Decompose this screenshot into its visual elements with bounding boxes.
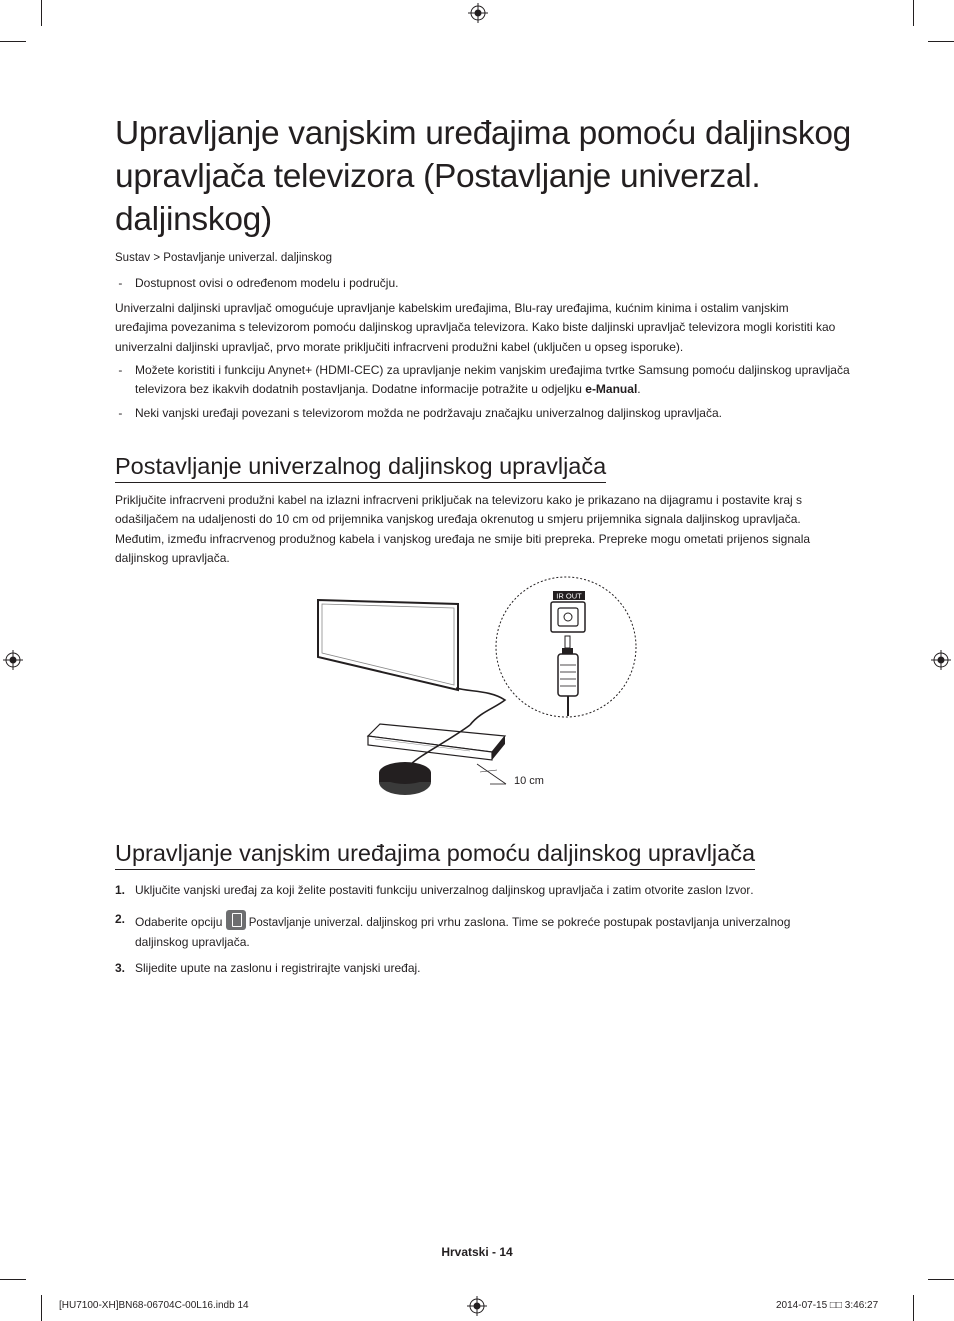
step-number: 1.: [115, 883, 126, 897]
universal-remote-setup-icon: [226, 910, 246, 930]
print-slug-right: 2014-07-15 □□ 3:46:27: [776, 1300, 879, 1311]
crop-mark: [913, 1295, 914, 1321]
ir-port-icon: [551, 602, 585, 632]
note-end: .: [637, 382, 641, 396]
registration-mark-icon: [468, 3, 488, 23]
menu-izvor[interactable]: Izvor: [725, 885, 751, 897]
note-anynet: [115, 361, 857, 399]
distance-label: 10 cm: [514, 775, 544, 787]
crop-mark: [41, 1295, 42, 1321]
page-footer: Hrvatski - 14: [441, 1245, 513, 1259]
step-3: [115, 959, 840, 979]
note-text: Možete koristiti i funkciju Anynet+ (HDMI-CEC) za upravljanje nekim vanjskim uređajima tvrtke Samsung pomoću daljinskog upravljača televizora bez ikakvih dodatnih postavljanja. Dodatne informacije potražite u odjeljku: [135, 363, 850, 396]
crop-mark: [928, 1279, 954, 1280]
breadcrumb-separator: >: [153, 252, 161, 264]
section-heading-setup: Postavljanje univerzalnog daljinskog upravljača: [115, 451, 606, 483]
menu-universal-remote-setup[interactable]: Postavljanje univerzal. daljinskog: [248, 917, 418, 929]
registration-mark-icon: [467, 1296, 487, 1316]
note-dash: -: [115, 406, 123, 420]
step-end: .: [750, 883, 754, 897]
registration-mark-icon: [931, 650, 951, 670]
note-text: Dostupnost ovisi o određenom modelu i području.: [135, 276, 399, 290]
crop-mark: [0, 41, 26, 42]
intro-paragraph: Univerzalni daljinski upravljač omogućuje upravljanje kabelskim uređajima, Blu-ray uređajima, kućnim kinima i ostalim vanjskim uređajima povezanima s televizorom pomoću daljinskog upravljača televizora. Kako biste daljinski upravljač televizora mogli koristiti kao univerzalni daljinski upravljač, prvo morate priključiti infracrveni produžni kabel (uključen u opseg isporuke).: [115, 301, 836, 354]
note-availability: [115, 274, 857, 293]
tv-illustration: [318, 600, 458, 690]
ir-cable: [456, 688, 505, 725]
breadcrumb-root: Sustav: [115, 252, 151, 264]
section-heading-control: Upravljanje vanjskim uređajima pomoću daljinskog upravljača: [115, 838, 755, 870]
crop-mark: [41, 0, 42, 26]
crop-mark: [928, 41, 954, 42]
crop-mark: [0, 1279, 26, 1280]
step-text: Odaberite opciju: [135, 915, 226, 929]
crop-mark: [913, 0, 914, 26]
print-slug-left: [HU7100-XH]BN68-06704C-00L16.indb 14: [59, 1300, 249, 1311]
breadcrumb: [115, 252, 332, 264]
step-text: Slijedite upute na zaslonu i registrirajte vanjski uređaj.: [135, 961, 421, 975]
step-text-cont: pri vrhu zaslona. Time se pokreće postupak postavljanja univerzalnog daljinskog upravljača.: [135, 915, 791, 950]
page-title: Upravljanje vanjskim uređajima pomoću daljinskog upravljača televizora (Postavljanje univerzal. daljinskog): [115, 115, 851, 238]
step-number: 3.: [115, 961, 126, 975]
step-number: 2.: [115, 912, 126, 926]
step-1: [115, 881, 840, 901]
note-text: Neki vanjski uređaji povezani s televizorom možda ne podržavaju značajku univerzalnog daljinskog upravljača.: [135, 406, 722, 420]
step-text: Uključite vanjski uređaj za koji želite postaviti funkciju univerzalnog daljinskog upravljača i zatim otvorite zaslon: [135, 883, 726, 897]
breadcrumb-item: Postavljanje univerzal. daljinskog: [163, 252, 333, 264]
note-dash: -: [115, 363, 123, 377]
ir-plug-icon: [565, 636, 570, 648]
section-setup-paragraph: Priključite infracrveni produžni kabel na izlazni infracrveni priključak na televizoru kako je prikazano na dijagramu i postavite kraj s odašiljačem na udaljenosti do 10 cm od prijemnika vanjskog uređaja okrenutog u smjeru prijemnika signala daljinskog upravljača. Međutim, između infracrvenog produžnog kabela i vanjskog uređaja ne smije biti prepreka. Prepreke mogu ometati prijenos signala daljinskog upravljača.: [115, 493, 811, 565]
ir-cable-diagram: [300, 572, 660, 804]
registration-mark-icon: [3, 650, 23, 670]
note-compatibility: [115, 404, 857, 423]
step-2: [115, 910, 840, 950]
ir-out-label: IR OUT: [556, 591, 582, 601]
e-manual-link[interactable]: e-Manual: [585, 382, 638, 396]
note-dash: -: [115, 276, 123, 290]
